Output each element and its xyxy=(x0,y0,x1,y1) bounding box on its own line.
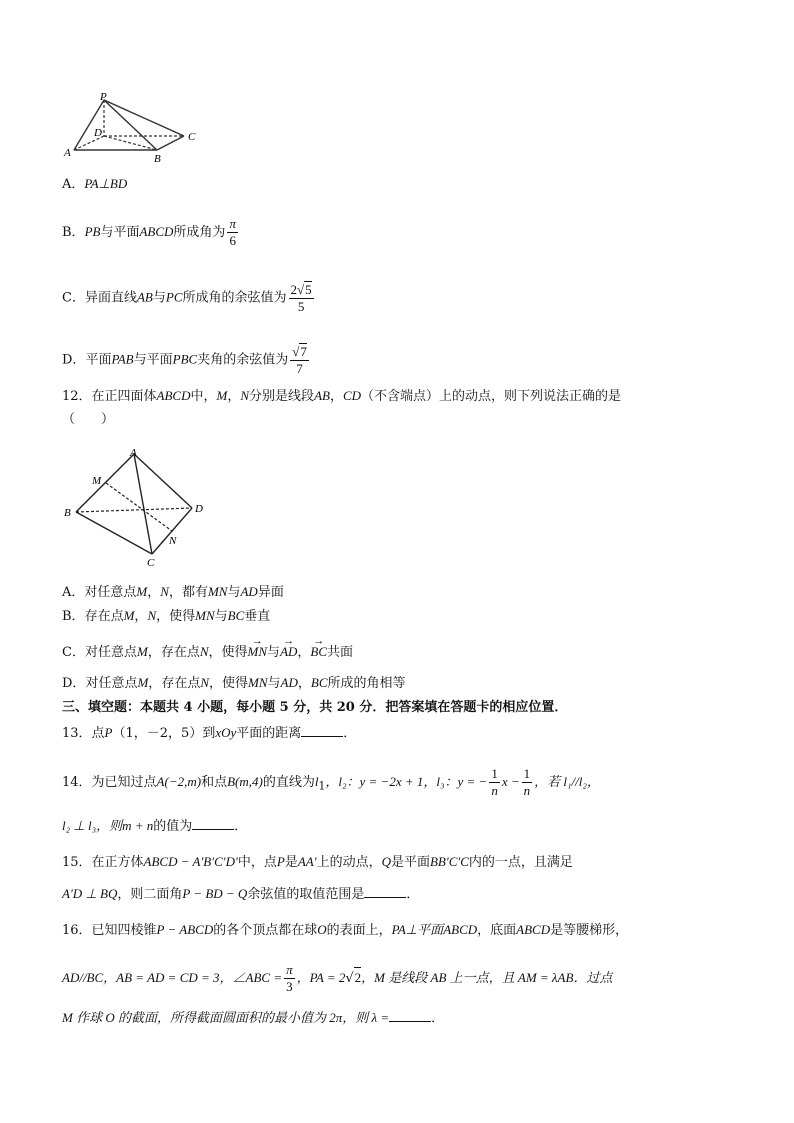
math: N xyxy=(160,584,169,599)
text: 存在点 xyxy=(84,609,124,624)
math: O xyxy=(317,922,327,937)
text: 都有 xyxy=(181,585,208,600)
option-label: D． xyxy=(62,676,86,691)
answer-blank[interactable] xyxy=(301,724,343,737)
text: ， xyxy=(329,389,343,404)
text: 与 xyxy=(152,290,166,306)
label-B: B xyxy=(64,507,71,519)
math: AB xyxy=(136,289,153,305)
math: PBC xyxy=(172,351,198,367)
q14-line2 xyxy=(62,816,247,837)
denominator: 5 xyxy=(289,298,314,315)
q15-line1 xyxy=(62,852,573,873)
math: MN xyxy=(207,584,228,599)
q12-option-d xyxy=(62,673,406,694)
text: ， xyxy=(209,676,223,691)
math: ，AB = AD = CD = 3 xyxy=(103,970,220,985)
text: 所成的角相等 xyxy=(327,676,406,691)
q16-line1 xyxy=(62,920,628,941)
math: BC xyxy=(310,675,328,690)
denominator: 3 xyxy=(284,978,295,995)
math: ABCD xyxy=(139,224,174,239)
point-a: A(−2,m) xyxy=(156,774,202,789)
q13 xyxy=(62,723,356,744)
text: 平面的距离 xyxy=(236,726,302,741)
text: 平面 xyxy=(85,352,112,368)
math: ABCD − A′B′C′D′ xyxy=(143,854,238,869)
text: 存在点 xyxy=(161,676,201,691)
math: y = − xyxy=(457,774,488,789)
numerator: π xyxy=(286,962,293,977)
math: M xyxy=(137,675,149,690)
text: 与平面 xyxy=(100,225,140,240)
text: 的值为 xyxy=(153,819,193,834)
fraction xyxy=(522,766,533,799)
fraction xyxy=(489,766,500,799)
fraction xyxy=(290,343,309,377)
math: x − xyxy=(501,774,520,789)
math: P xyxy=(104,725,113,740)
math: AD//BC xyxy=(62,970,104,985)
text: 与 xyxy=(227,585,241,600)
math: AD xyxy=(240,584,258,599)
text: 对任意点 xyxy=(84,585,137,600)
math: CD xyxy=(342,388,362,403)
fraction xyxy=(289,281,314,315)
text: 是平面 xyxy=(390,855,430,870)
q12-paren: （ ） xyxy=(62,412,115,427)
text: 12．在正四面体 xyxy=(62,389,157,404)
text: ， xyxy=(208,645,222,660)
radicand: 7 xyxy=(300,344,307,359)
math: PA⊥平面 xyxy=(391,922,444,937)
math: AD xyxy=(280,675,298,690)
label-N: N xyxy=(169,535,177,547)
text: 中， xyxy=(190,389,217,404)
denominator: n xyxy=(523,783,531,798)
answer-blank[interactable] xyxy=(364,885,406,898)
equation-l2: y = −2x + 1 xyxy=(359,774,424,789)
text: 的直线为 xyxy=(262,775,315,790)
text: 夹角的余弦值为 xyxy=(197,352,289,368)
text: 存在点 xyxy=(160,645,200,660)
text: （不含端点）上的动点，则下列说法正确的是 xyxy=(361,389,622,404)
text: ， xyxy=(297,676,311,691)
math: N xyxy=(200,675,209,690)
numerator: 1 xyxy=(523,766,531,781)
option-label: C． xyxy=(62,645,85,660)
q12-stem xyxy=(62,386,621,407)
text: ， xyxy=(227,389,241,404)
label-A: A xyxy=(130,447,137,459)
option-label: A． xyxy=(62,585,85,600)
math: AA′ xyxy=(297,854,317,869)
math: ABCD xyxy=(156,388,191,403)
text: 余弦值的取值范围是 xyxy=(247,887,365,902)
radicand: 2 xyxy=(354,967,362,988)
subscript: 1 xyxy=(318,779,326,793)
q16-line3 xyxy=(62,1008,444,1029)
math: ，l₃： xyxy=(423,774,458,789)
q11-option-a xyxy=(62,174,127,195)
label-P: P xyxy=(100,92,107,103)
label-D: D xyxy=(94,127,102,139)
math: ABCD xyxy=(516,922,551,937)
math: ，PA = 2 xyxy=(296,970,346,985)
q12-option-c xyxy=(62,642,353,663)
text: 14．为已知过点 xyxy=(62,775,157,790)
q11-option-d xyxy=(62,343,311,377)
text: 是等腰梯形， xyxy=(550,923,629,938)
text: ，底面 xyxy=(477,923,517,938)
coef: 2 xyxy=(290,282,298,297)
math: MN xyxy=(195,608,215,623)
option-a-text: PA⊥BD xyxy=(84,176,128,191)
text: 上的动点， xyxy=(316,855,382,870)
answer-blank[interactable] xyxy=(389,1009,431,1022)
math: ，若 l₁//l₂， xyxy=(534,774,600,789)
text: 对任意点 xyxy=(85,676,138,691)
math: ，M 是线段 AB 上一点，且 AM = λAB．过点 xyxy=(361,970,613,985)
text: ， xyxy=(148,676,162,691)
numerator: 1 xyxy=(491,766,498,781)
option-label: D． xyxy=(62,352,86,368)
math: l xyxy=(314,774,319,789)
text: 内的一点，且满足 xyxy=(468,855,573,870)
math: m + n xyxy=(122,818,154,833)
denominator: 6 xyxy=(227,232,238,249)
text: 是 xyxy=(284,855,298,870)
math: MN xyxy=(248,675,268,690)
fraction xyxy=(284,962,295,995)
vector-mn: → MN xyxy=(248,642,268,662)
math: ，l₂： xyxy=(325,774,360,789)
radicand: 5 xyxy=(305,282,312,297)
text: 使得 xyxy=(169,609,196,624)
label-M: M xyxy=(92,475,102,487)
q16-line2: AD//BC，AB = AD = CD = 3，∠ABC = $\frac{\pi}{3}$ ，PA = 2√2，M 是线段 AB 上一点，且 AM = λAB．过点 xyxy=(62,962,613,994)
text: ． xyxy=(234,819,248,834)
text: 使得 xyxy=(222,676,249,691)
text: 的各个顶点都在球 xyxy=(213,923,318,938)
vector-ad: → AD xyxy=(280,642,297,662)
text: 使得 xyxy=(221,645,248,660)
q15-line2 xyxy=(62,884,419,905)
q12-option-a xyxy=(62,582,284,603)
math: PC xyxy=(165,289,183,305)
q11-option-c xyxy=(62,281,316,315)
text: ． xyxy=(431,1011,445,1026)
text: ， xyxy=(134,609,148,624)
text: 与 xyxy=(267,645,281,660)
text: 所成角为 xyxy=(173,225,226,240)
text: ， xyxy=(147,585,161,600)
section-heading: 三、填空题：本题共 4 小题，每小题 5 分，共 20 分．把答案填在答题卡的相应位置． xyxy=(62,700,568,715)
text: 分别是线段 xyxy=(249,389,315,404)
numerator: 2√5 xyxy=(290,282,312,297)
math: M 作球 O 的截面，所得截面圆面积的最小值为 2π，则 λ = xyxy=(62,1010,390,1025)
pyramid-figure xyxy=(62,92,212,167)
math: N xyxy=(199,644,209,659)
vector-bc: → BC xyxy=(310,642,327,662)
math: BC xyxy=(227,608,245,623)
text: 所成角的余弦值为 xyxy=(182,290,287,306)
q11-option-b xyxy=(62,216,240,249)
text: ，则二面角 xyxy=(117,887,183,902)
math: P − BD − Q xyxy=(182,886,248,901)
math: Q xyxy=(381,854,391,869)
text: 共面 xyxy=(327,645,354,660)
math: M xyxy=(216,388,228,403)
q14-line1 xyxy=(62,766,600,799)
math: P xyxy=(276,854,285,869)
math: AB xyxy=(314,388,330,403)
text: （1，－2，5）到 xyxy=(112,726,216,741)
math: N xyxy=(147,608,157,623)
option-label: B． xyxy=(62,609,85,624)
numerator: π xyxy=(229,216,236,231)
math: N xyxy=(240,388,250,403)
text: 的表面上， xyxy=(326,923,392,938)
math: PB xyxy=(84,224,101,239)
text: ， xyxy=(147,645,161,660)
text: 16．已知四棱锥 xyxy=(62,923,157,938)
label-B: B xyxy=(154,153,161,165)
math: P − ABCD xyxy=(156,922,214,937)
option-label: A． xyxy=(62,177,85,192)
text: ． xyxy=(343,726,357,741)
fraction xyxy=(227,216,238,249)
point-b: B(m,4) xyxy=(227,774,263,789)
math: M xyxy=(136,644,148,659)
math: ABCD xyxy=(443,922,478,937)
text: ， xyxy=(297,645,311,660)
text: 中，点 xyxy=(237,855,277,870)
option-label: C． xyxy=(62,290,85,306)
math: PAB xyxy=(111,351,134,367)
label-C: C xyxy=(147,557,155,569)
numerator: √7 xyxy=(292,344,307,359)
math: M xyxy=(123,608,135,623)
text: ． xyxy=(406,887,420,902)
text: 和点 xyxy=(201,775,228,790)
math: ，∠ABC = xyxy=(219,970,283,985)
answer-blank[interactable] xyxy=(192,817,234,830)
text: ， xyxy=(156,609,170,624)
text: 13．点 xyxy=(62,726,105,741)
text: 对任意点 xyxy=(84,645,137,660)
label-C: C xyxy=(188,131,196,143)
text: ， xyxy=(168,585,182,600)
tetrahedron-figure xyxy=(62,446,212,570)
math: BB′C′C xyxy=(429,854,469,869)
text: 15．在正方体 xyxy=(62,855,144,870)
text: 与 xyxy=(267,676,281,691)
text: 异面直线 xyxy=(84,290,137,306)
denominator: n xyxy=(491,783,498,798)
label-A: A xyxy=(64,147,71,159)
math: xOy xyxy=(215,725,237,740)
text: 与 xyxy=(214,609,228,624)
denominator: 7 xyxy=(290,360,309,377)
math: M xyxy=(136,584,148,599)
text: 与平面 xyxy=(133,352,173,368)
q12-option-b xyxy=(62,606,270,627)
math: l₂ ⊥ l₃，则 xyxy=(62,818,123,833)
math: A′D ⊥ BQ xyxy=(62,886,118,901)
label-D: D xyxy=(195,503,203,515)
option-label: B． xyxy=(62,225,85,240)
text: 异面 xyxy=(257,585,284,600)
text: 垂直 xyxy=(244,609,271,624)
